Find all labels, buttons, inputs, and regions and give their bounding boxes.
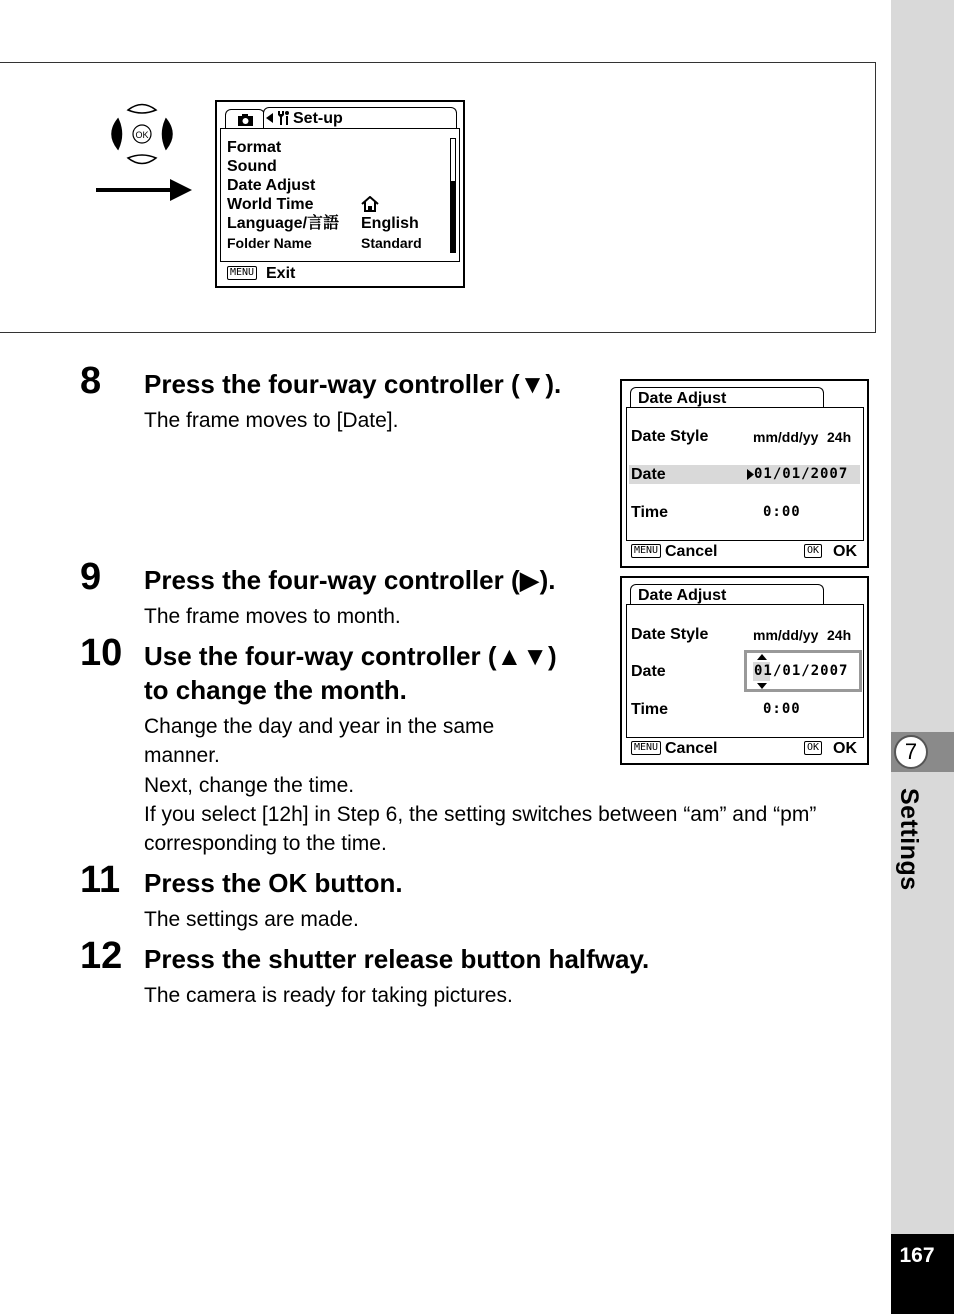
wrench-icon xyxy=(276,110,290,126)
step-11-number: 11 xyxy=(80,859,121,901)
date-adjust-screen-month xyxy=(620,576,869,765)
date-label: Date xyxy=(631,466,666,483)
setup-menu-screen xyxy=(215,100,465,288)
step-11-body: The settings are made. xyxy=(144,908,359,931)
home-icon xyxy=(360,196,380,212)
four-way-controller-icon xyxy=(108,101,176,167)
language-value: English xyxy=(361,215,419,232)
ok-key-badge: OK xyxy=(804,544,822,558)
time-label: Time xyxy=(631,504,669,521)
hour-format-value[interactable]: 24h xyxy=(827,627,852,643)
tab-left-arrow-icon xyxy=(266,113,274,123)
camera-tab xyxy=(225,109,265,129)
time-value[interactable]: 0:00 xyxy=(763,701,801,717)
time-label: Time xyxy=(631,701,669,718)
cancel-label[interactable]: Cancel xyxy=(665,740,718,757)
setup-tab-label: Set-up xyxy=(293,110,343,127)
scrollbar-track xyxy=(451,181,455,252)
date-style-label: Date Style xyxy=(631,428,709,445)
step-11-heading: Press the OK button. xyxy=(144,868,403,898)
step-8-body: The frame moves to [Date]. xyxy=(144,409,399,432)
step-10-body-line3: Next, change the time. xyxy=(144,774,355,797)
step-9-body: The frame moves to month. xyxy=(144,605,401,628)
step-10-heading-line1: Use the four-way controller (▲▼) xyxy=(144,641,557,671)
menu-item-world-time[interactable]: World Time xyxy=(227,196,314,213)
scrollbar[interactable] xyxy=(450,138,456,253)
menu-item-format[interactable]: Format xyxy=(227,139,282,156)
step-12-heading: Press the shutter release button halfway. xyxy=(144,944,650,974)
folder-name-value: Standard xyxy=(361,235,422,251)
date-value[interactable]: 01/01/2007 xyxy=(754,466,849,482)
menu-item-folder-name[interactable]: Folder Name xyxy=(227,235,312,251)
date-pointer-icon xyxy=(747,469,754,480)
step-10-body-line1: Change the day and year in the same xyxy=(144,715,495,738)
month-value[interactable]: 01 xyxy=(754,663,773,679)
step-10-body-line2: manner. xyxy=(144,744,220,767)
step-12-body: The camera is ready for taking pictures. xyxy=(144,984,513,1007)
menu-item-date-adjust[interactable]: Date Adjust xyxy=(227,177,316,194)
ok-label: OK xyxy=(135,130,149,140)
date-style-value[interactable]: mm/dd/yy xyxy=(753,627,819,643)
step-10-heading-line2: to change the month. xyxy=(144,675,407,705)
date-adjust-tab-label: Date Adjust xyxy=(638,390,727,407)
step-8-number: 8 xyxy=(80,360,102,402)
hour-format-value[interactable]: 24h xyxy=(827,429,852,445)
month-down-arrow-icon[interactable] xyxy=(757,683,767,689)
date-adjust-screen-date xyxy=(620,379,869,568)
step-9-number: 9 xyxy=(80,556,102,598)
scrollbar-thumb[interactable] xyxy=(451,139,455,181)
step-10-body-line5: corresponding to the time. xyxy=(144,832,387,855)
chapter-number: 7 xyxy=(894,735,928,769)
menu-item-sound[interactable]: Sound xyxy=(227,158,277,175)
menu-key-badge: MENU xyxy=(631,544,661,558)
ok-label[interactable]: OK xyxy=(833,543,857,560)
step-8-heading: Press the four-way controller (▼). xyxy=(144,369,562,399)
step-9-heading: Press the four-way controller (▶). xyxy=(144,565,556,595)
date-style-value[interactable]: mm/dd/yy xyxy=(753,429,819,445)
ok-label[interactable]: OK xyxy=(833,740,857,757)
menu-item-language[interactable]: Language/言語 xyxy=(227,215,340,232)
date-rest-value: /01/2007 xyxy=(773,663,849,679)
right-arrow-icon xyxy=(96,178,192,202)
chapter-title: Settings xyxy=(895,788,923,891)
menu-key-badge: MENU xyxy=(631,741,661,755)
time-value[interactable]: 0:00 xyxy=(763,504,801,520)
date-label: Date xyxy=(631,663,666,680)
page-number: 167 xyxy=(899,1244,935,1267)
month-up-arrow-icon[interactable] xyxy=(757,654,767,660)
side-strip xyxy=(891,0,954,1314)
ok-key-badge: OK xyxy=(804,741,822,755)
date-style-label: Date Style xyxy=(631,626,709,643)
date-adjust-tab-label: Date Adjust xyxy=(638,587,727,604)
step-10-number: 10 xyxy=(80,632,123,674)
exit-label[interactable]: Exit xyxy=(266,265,296,282)
step-12-number: 12 xyxy=(80,935,123,977)
camera-icon xyxy=(226,110,264,128)
step-10-body-line4: If you select [12h] in Step 6, the setting switches between “am” and “pm” xyxy=(144,803,817,826)
menu-key-badge: MENU xyxy=(227,266,257,280)
cancel-label[interactable]: Cancel xyxy=(665,543,718,560)
